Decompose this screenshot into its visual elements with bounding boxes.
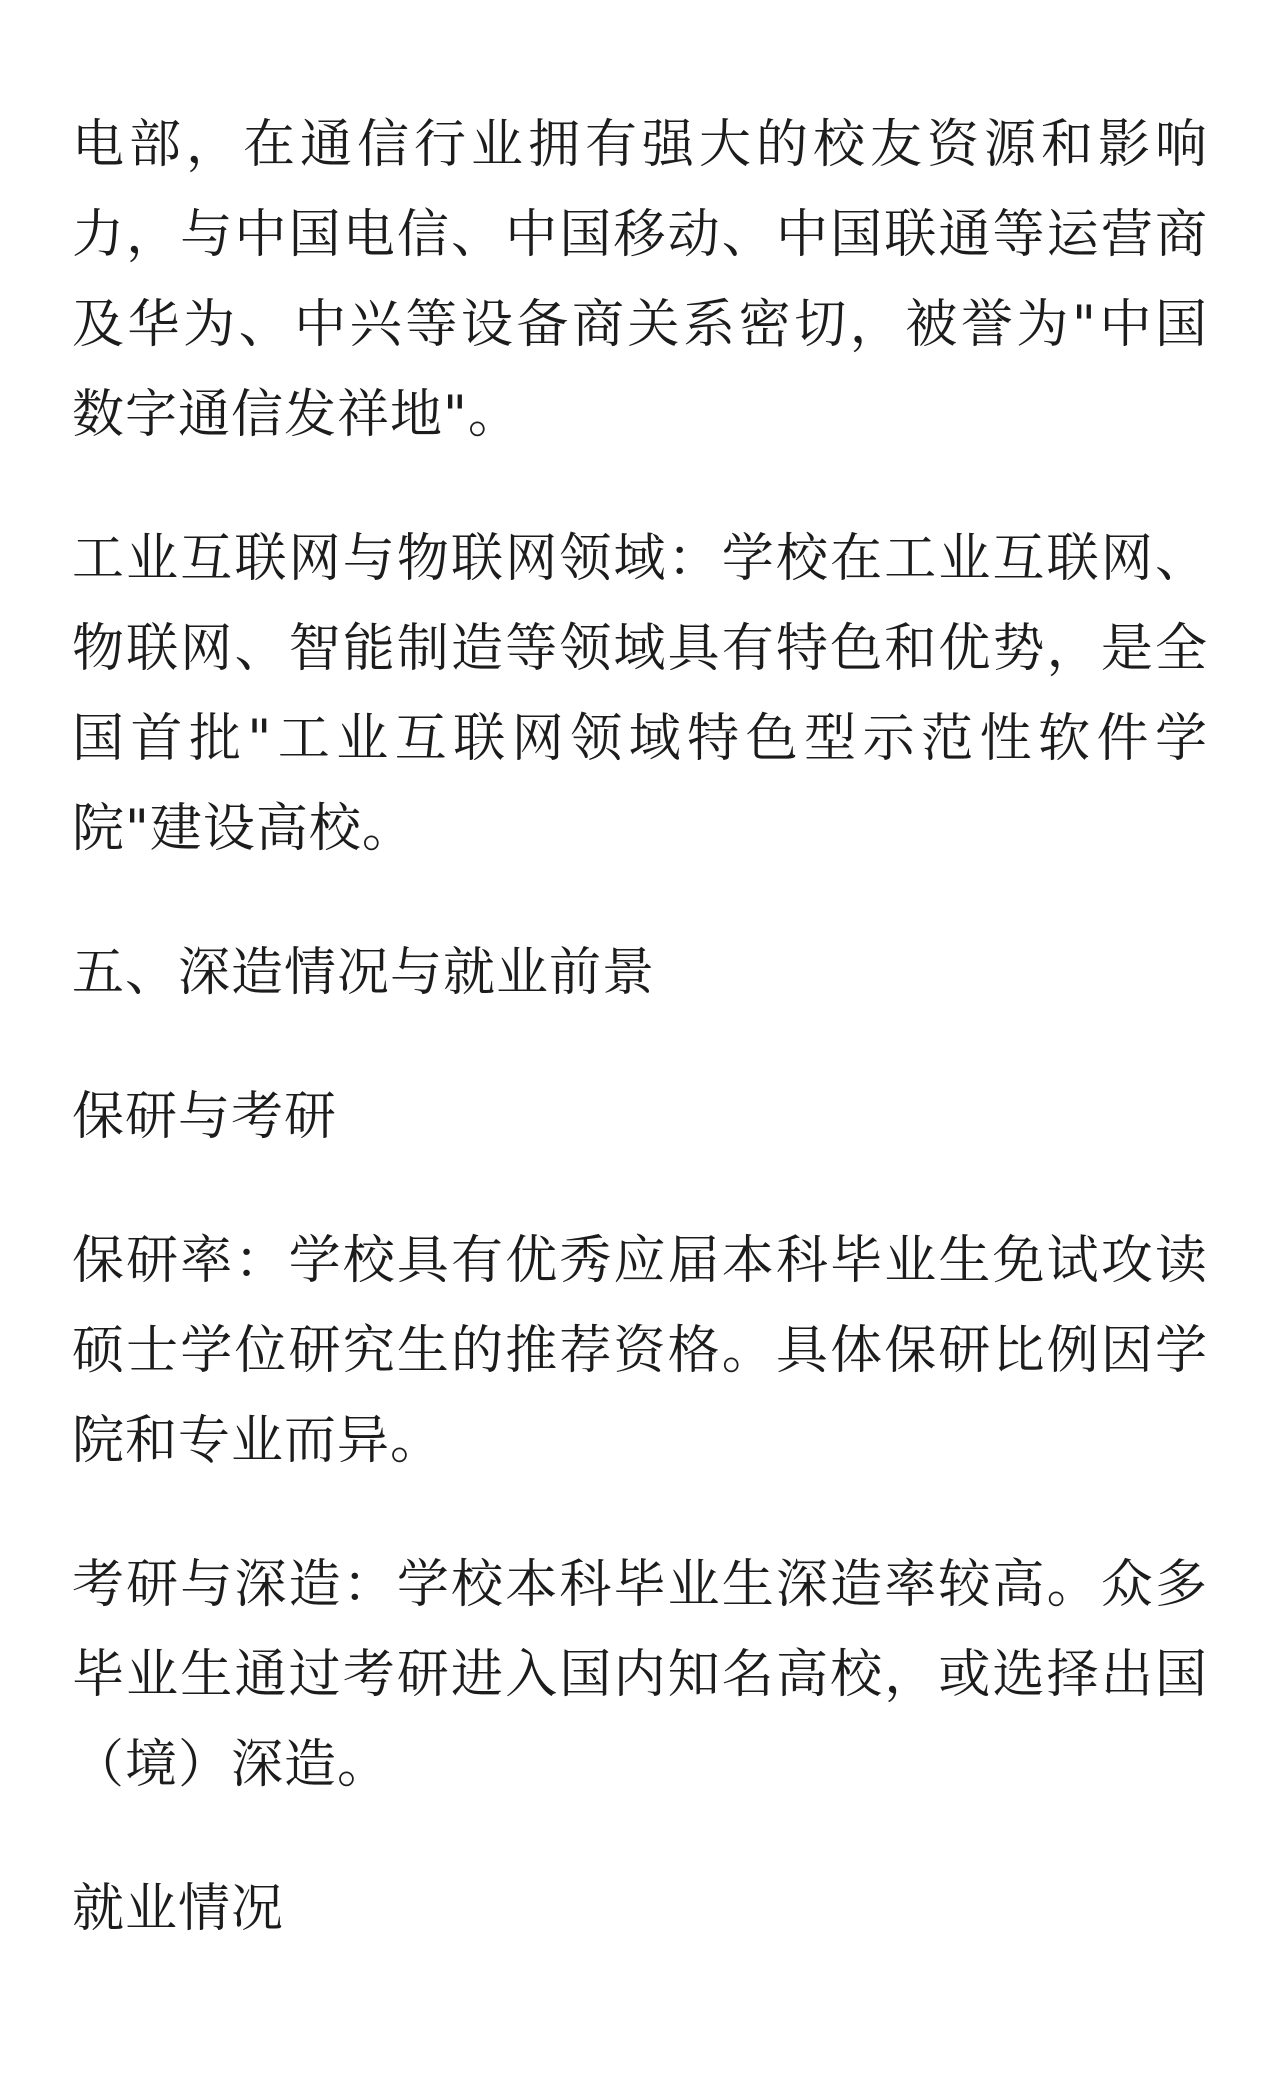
paragraph-alumni-influence: 电部，在通信行业拥有强大的校友资源和影响力，与中国电信、中国移动、中国联通等运营商及华为、中兴等设备商关系密切，被誉为"中国数字通信发祥地"。 (72, 115, 1208, 445)
paragraph-industrial-internet: 工业互联网与物联网领域：学校在工业互联网、物联网、智能制造等领域具有特色和优势，是全国首批"工业互联网领域特色型示范性软件学院"建设高校。 (72, 529, 1208, 859)
subheading-postgraduate: 保研与考研 (72, 1087, 338, 1147)
paragraph-further-study: 考研与深造：学校本科毕业生深造率较高。众多毕业生通过考研进入国内知名高校，或选择出国（境）深造。 (72, 1555, 1208, 1795)
article-body (72, 100, 1208, 2008)
subheading-employment: 就业情况 (72, 1879, 285, 1939)
paragraph-recommendation-rate: 保研率：学校具有优秀应届本科毕业生免试攻读硕士学位研究生的推荐资格。具体保研比例因学院和专业而异。 (72, 1231, 1208, 1471)
section-heading-further-study-employment: 五、深造情况与就业前景 (72, 943, 656, 1003)
